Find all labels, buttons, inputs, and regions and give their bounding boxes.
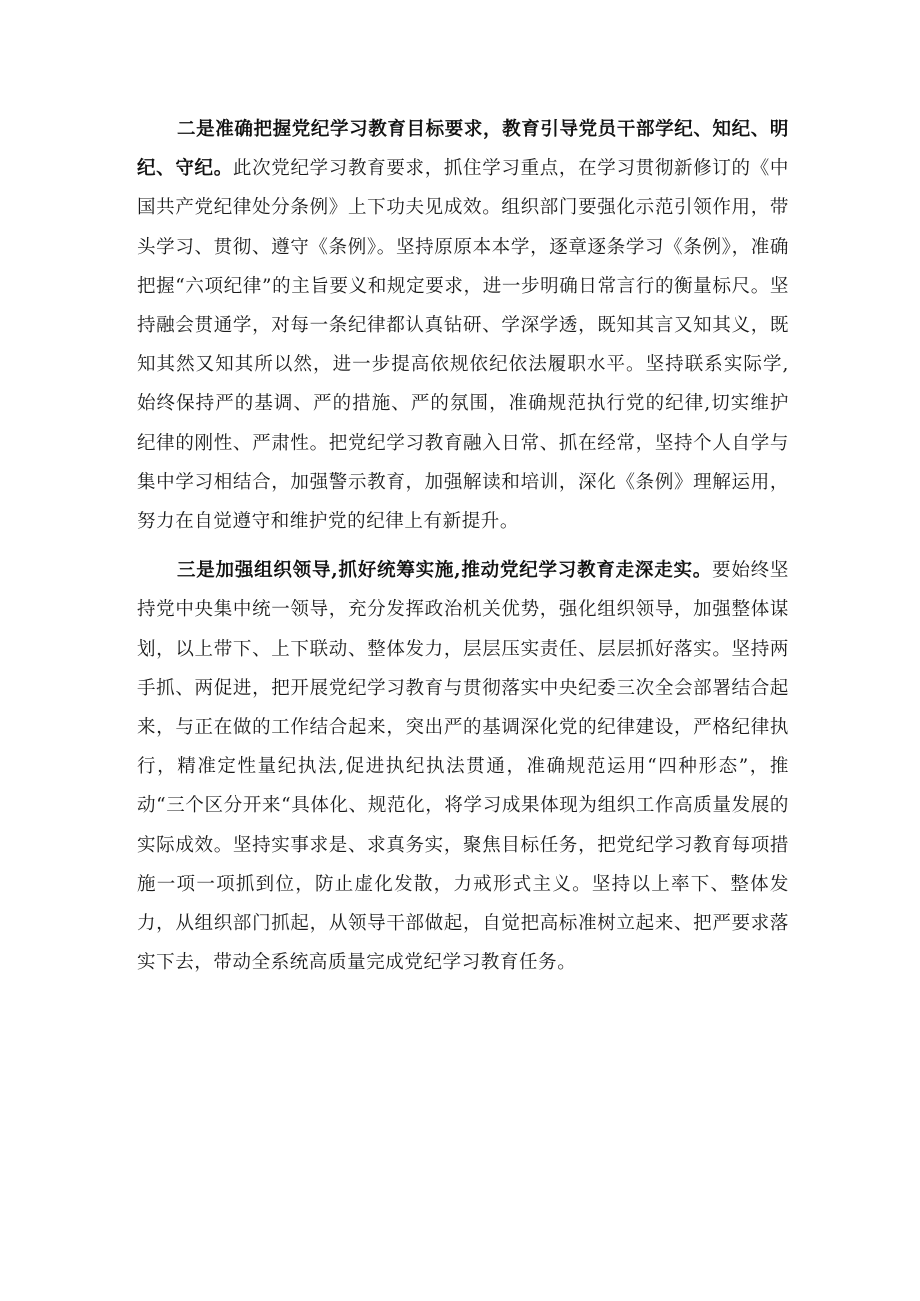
paragraph-2-text: 此次党纪学习教育要求，抓住学习重点，在学习贯彻新修订的《中国共产党纪律处分条例》上下功夫见成效。组织部门要强化示范引领作用，带头学习、贯彻、遵守《条例》。坚持原原本本学，逐章逐条学习《条例》，准确把握“六项纪律”的主旨要义和规定要求，进一步明确日常言行的衡量标尺。坚持融会贯通学，对每一条纪律都认真钻研、学深学透，既知其言又知其义，既知其然又知其所以然，进一步提高依规依纪依法履职水平。坚持联系实际学,始终保持严的基调、严的措施、严的氛围，准确规范执行党的纪律,切实维护纪律的刚性、严肃性。把党纪学习教育融入日常、抓在经常，坚持个人自学与集中学习相结合，加强警示教育，加强解读和培训，深化《条例》理解运用，努力在自觉遵守和维护党的纪律上有新提升。 <box>137 158 789 533</box>
paragraph-2-heading: 二是准确把握党纪学习教育目标要求，教育引导党员干部学纪、知纪、明纪、守纪。 <box>137 119 789 180</box>
paragraph-3-text: 要始终坚持党中央集中统一领导，充分发挥政治机关优势，强化组织领导，加强整体谋划，以上带下、上下联动、整体发力，层层压实责任、层层抓好落实。坚持两手抓、两促进，把开展党纪学习教育与贯彻落实中央纪委三次全会部署结合起来，与正在做的工作结合起来，突出严的基调深化党的纪律建设，严格纪律执行，精准定性量纪执法,促进执纪执法贯通，准确规范运用“四种形态”，推动“三个区分开来“具体化、规范化，将学习成果体现为组织工作高质量发展的实际成效。坚持实事求是、求真务实，聚焦目标任务，把党纪学习教育每项措施一项一项抓到位，防止虚化发散，力戒形式主义。坚持以上率下、整体发力，从组织部门抓起，从领导干部做起，自觉把高标准树立起来、把严要求落实下去，带动全系统高质量完成党纪学习教育任务。 <box>137 560 789 974</box>
paragraph-2 <box>137 110 789 541</box>
paragraph-3 <box>137 551 789 982</box>
document-body <box>137 110 789 982</box>
paragraph-3-heading: 三是加强组织领导,抓好统筹实施,推动党纪学习教育走深走实。 <box>177 560 713 582</box>
